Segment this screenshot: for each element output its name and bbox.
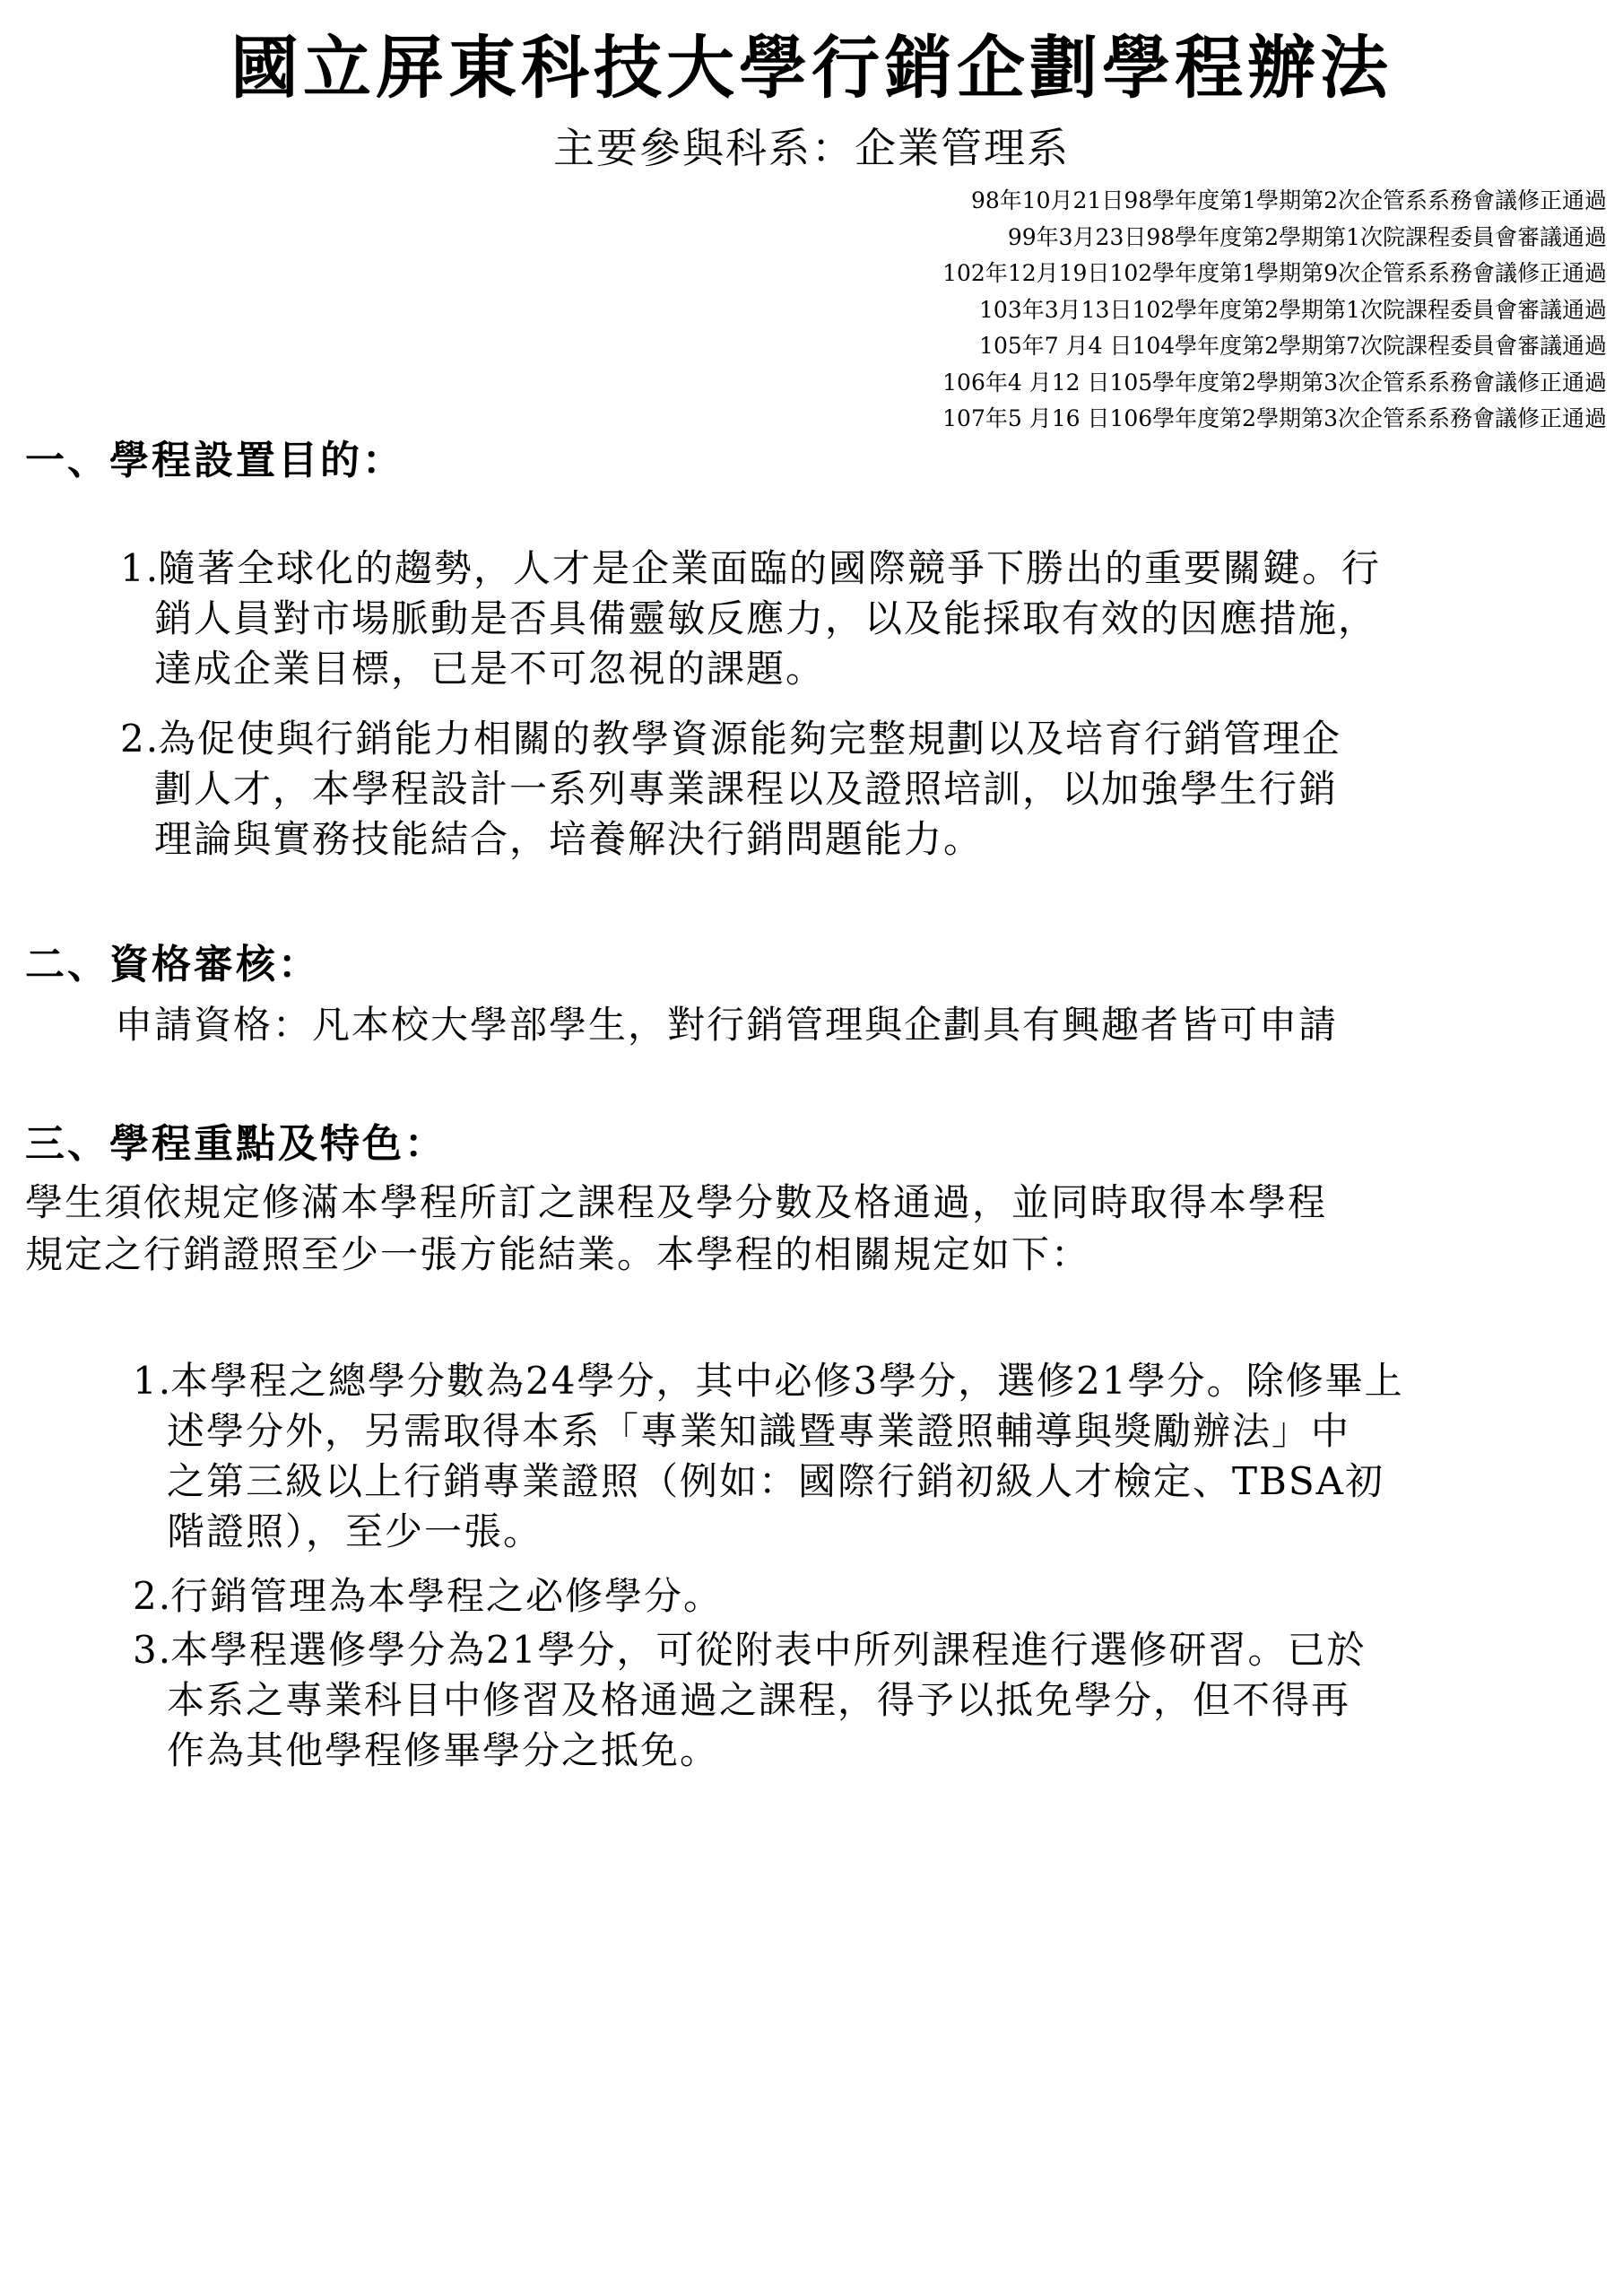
item-line: 隨著全球化的趨勢，人才是企業面臨的國際競爭下勝出的重要關鍵。行 — [158, 546, 1382, 590]
item-line: 劃人才，本學程設計一系列專業課程以及證照培訓，以加強學生行銷 — [154, 767, 1339, 811]
history-line: 102年12月19日102學年度第1學期第9次企管系系務會議修正通過 — [942, 260, 1607, 286]
history-line: 105年7 月4 日104學年度第2學期第7次院課程委員會審議通過 — [979, 333, 1607, 359]
features-item — [133, 1356, 1404, 1557]
document-title: 國立屏東科技大學行銷企劃學程辦法 — [230, 28, 1393, 108]
item-line: 銷人員對市場脈動是否具備靈敏反應力，以及能採取有效的因應措施， — [154, 596, 1378, 640]
history-line: 106年4 月12 日105學年度第2學期第3次企管系系務會議修正通過 — [942, 369, 1607, 396]
item-number: 1. — [120, 546, 161, 590]
item-number: 1. — [133, 1359, 173, 1403]
item-number: 2. — [133, 1574, 173, 1618]
history-line: 98年10月21日98學年度第1學期第2次企管系系務會議修正通過 — [970, 187, 1607, 213]
section-heading-purpose: 一、學程設置目的： — [25, 438, 404, 483]
item-line: 行銷管理為本學程之必修學分。 — [170, 1574, 724, 1618]
item-line: 述學分外，另需取得本系「專業知識暨專業證照輔導與獎勵辦法」中 — [167, 1409, 1351, 1453]
history-line: 99年3月23日98學年度第2學期第1次院課程委員會審議通過 — [1007, 223, 1607, 250]
item-line: 作為其他學程修畢學分之抵免。 — [167, 1728, 720, 1772]
history-line: 103年3月13日102學年度第2學期第1次院課程委員會審議通過 — [979, 296, 1607, 323]
features-item — [133, 1571, 723, 1622]
item-line: 理論與實務技能結合，培養解決行銷問題能力。 — [154, 817, 984, 861]
amendment-history — [942, 183, 1607, 438]
item-line: 本系之專業科目中修習及格通過之課程，得予以抵免學分，但不得再 — [167, 1678, 1351, 1722]
section-heading-features: 三、學程重點及特色： — [25, 1121, 447, 1167]
item-line: 本學程之總學分數為24學分，其中必修3學分，選修21學分。除修畢上 — [170, 1359, 1404, 1403]
item-line: 本學程選修學分為21學分，可從附表中所列課程進行選修研習。已於 — [170, 1628, 1367, 1672]
section-heading-eligibility: 二、資格審核： — [25, 942, 320, 987]
item-line: 達成企業目標，已是不可忽視的課題。 — [154, 647, 826, 691]
item-number: 2. — [120, 717, 161, 761]
purpose-item — [120, 544, 1381, 694]
document-subtitle: 主要參與科系：企業管理系 — [553, 124, 1070, 172]
history-line: 107年5 月16 日106學年度第2學期第3次企管系系務會議修正通過 — [942, 405, 1607, 431]
features-intro-line: 規定之行銷證照至少一張方能結業。本學程的相關規定如下： — [25, 1232, 1091, 1276]
item-line: 之第三級以上行銷專業證照（例如：國際行銷初級人才檢定、TBSA初 — [167, 1459, 1384, 1503]
purpose-item — [120, 714, 1341, 865]
features-intro-line: 學生須依規定修滿本學程所訂之課程及學分數及格通過，並同時取得本學程 — [25, 1180, 1328, 1224]
item-line: 階證照），至少一張。 — [167, 1509, 543, 1553]
eligibility-text: 申請資格：凡本校大學部學生，對行銷管理與企劃具有興趣者皆可申請 — [115, 1003, 1339, 1047]
features-item — [133, 1625, 1366, 1776]
item-line: 為促使與行銷能力相關的教學資源能夠完整規劃以及培育行銷管理企 — [158, 717, 1342, 761]
item-number: 3. — [133, 1628, 173, 1672]
